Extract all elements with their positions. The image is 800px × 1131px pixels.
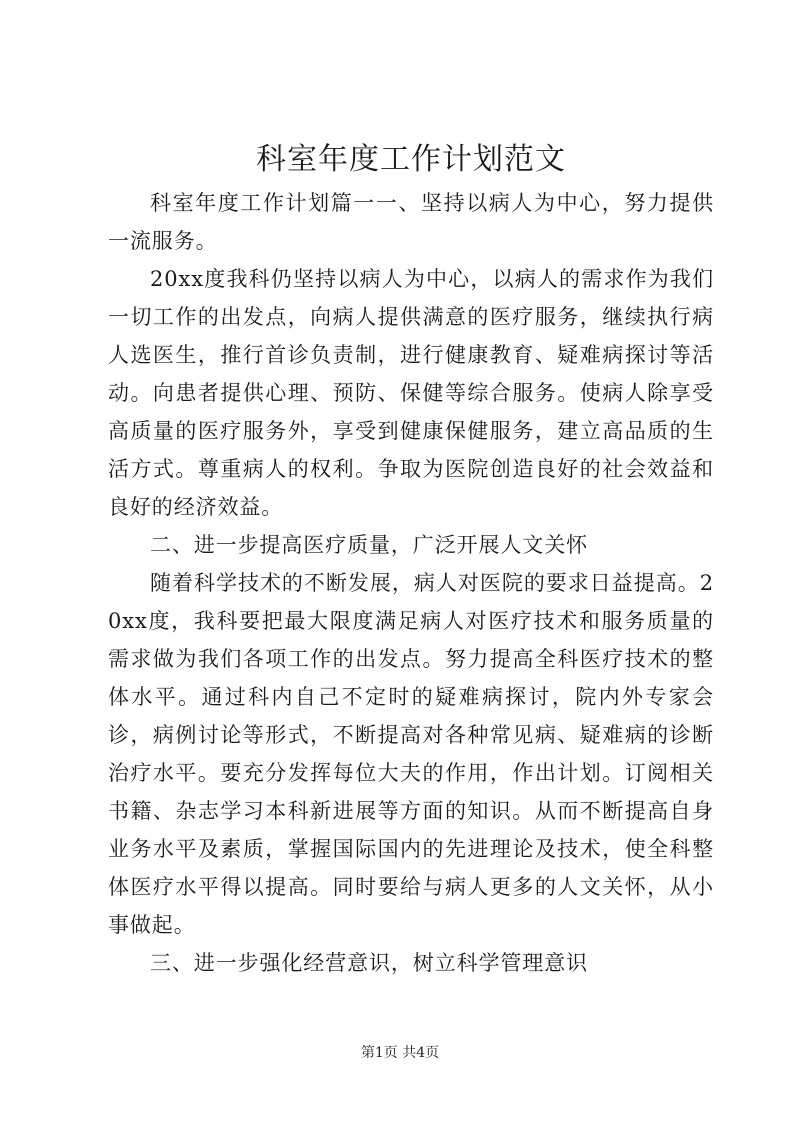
- document-page: [108, 138, 714, 982]
- paragraph-medical-quality: 随着科学技术的不断发展，病人对医院的要求日益提高。20xx度，我科要把最大限度满足病人对医疗技术和服务质量的需求做为我们各项工作的出发点。努力提高全科医疗技术的整体水平。通过科内自己不定时的疑难病探讨，院内外专家会诊，病例讨论等形式，不断提高对各种常见病、疑难病的诊断治疗水平。要充分发挥每位大夫的作用，作出计划。订阅相关书籍、杂志学习本科新进展等方面的知识。从而不断提高自身业务水平及素质，掌握国际国内的先进理论及技术，使全科整体医疗水平得以提高。同时要给与病人更多的人文关怀，从小事做起。: [108, 571, 714, 937]
- page-number-footer: 第1页 共4页: [360, 1045, 440, 1061]
- paragraph-patient-centered: 20xx度我科仍坚持以病人为中心，以病人的需求作为我们一切工作的出发点，向病人提供满意的医疗服务，继续执行病人选医生，推行首诊负责制，进行健康教育、疑难病探讨等活动。向患者提供心理、预防、保健等综合服务。使病人除享受高质量的医疗服务外，享受到健康保健服务，建立高品质的生活方式。尊重病人的权利。争取为医院创造良好的社会效益和良好的经济效益。: [108, 267, 714, 519]
- paragraph-intro: 科室年度工作计划篇一一、坚持以病人为中心，努力提供一流服务。: [108, 191, 714, 253]
- document-title: 科室年度工作计划范文: [256, 142, 566, 177]
- section-heading-medical-quality: 二、进一步提高医疗质量，广泛开展人文关怀: [150, 533, 588, 557]
- section-heading-management: 三、进一步强化经营意识，树立科学管理意识: [150, 951, 588, 975]
